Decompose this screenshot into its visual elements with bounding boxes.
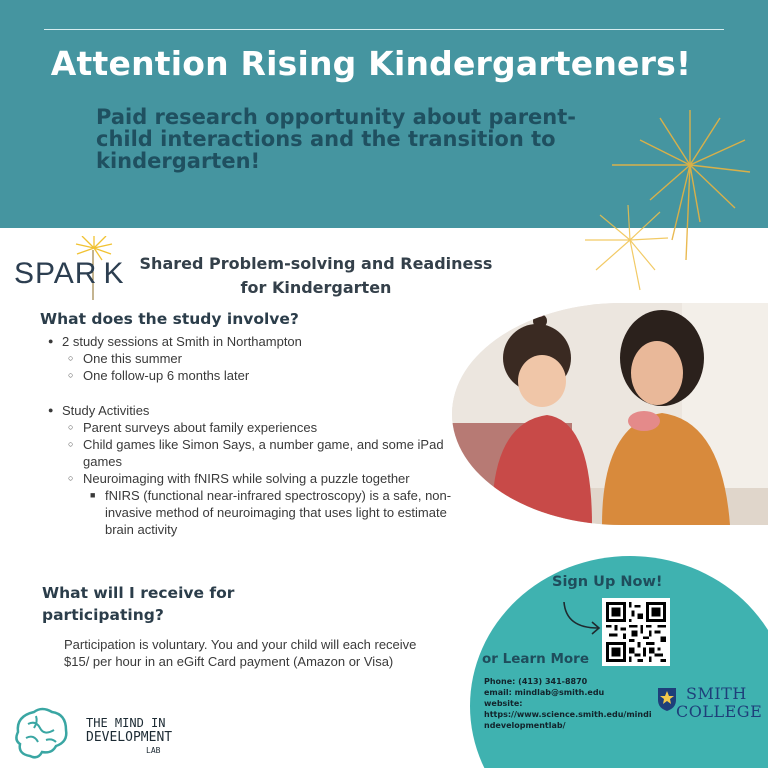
learn-more-label: or Learn More xyxy=(482,651,589,667)
arrow-icon xyxy=(560,598,604,638)
header-banner xyxy=(0,0,768,228)
college-wordmark: COLLEGE xyxy=(676,702,763,721)
header-divider xyxy=(44,29,724,30)
lab-wordmark xyxy=(86,716,172,756)
list-item: ■ fNIRS (functional near-infrared spectroscopy) is a safe, non-invasive method of neuroimaging that uses light to estimate brain activity xyxy=(90,488,452,537)
bullet-icon: ○ xyxy=(68,353,74,363)
activities-list xyxy=(44,402,464,538)
study-title-line: Shared Problem-solving and Readiness xyxy=(139,254,493,273)
list-item: ○ Neuroimaging with fNIRS while solving a puzzle together xyxy=(68,471,410,486)
study-involve-heading: What does the study involve? xyxy=(40,310,299,328)
list-item: ○ One this summer xyxy=(68,351,182,366)
photo-illustration xyxy=(452,303,768,525)
list-item: ○ Child games like Simon Says, a number game, and some iPad games xyxy=(68,437,444,469)
list-item: ● Study Activities xyxy=(48,403,150,418)
list-item: ● 2 study sessions at Smith in Northampton xyxy=(48,334,302,349)
bullet-icon: ● xyxy=(48,405,54,415)
subhead-line: child interactions and the transition to xyxy=(96,127,556,151)
subhead-line: Paid research opportunity about parent- xyxy=(96,105,577,129)
bullet-icon: ○ xyxy=(68,439,74,449)
qr-code-graphic xyxy=(606,602,666,662)
lab-line: DEVELOPMENT xyxy=(86,730,173,745)
email-link[interactable]: email: mindlab@smith.edu xyxy=(484,688,605,697)
compensation-heading-line: participating? xyxy=(42,606,164,624)
phone-number: Phone: (413) 341-8870 xyxy=(484,677,588,686)
list-item: ○ Parent surveys about family experiences xyxy=(68,420,318,435)
spark-wordmark: SPAR K xyxy=(14,257,125,290)
subheadline xyxy=(96,106,636,172)
bullet-icon: ○ xyxy=(68,370,74,380)
compensation-text: Participation is voluntary. You and your child will each receive $15/ per hour in an eGift Card payment (Amazon or Visa) xyxy=(64,637,417,669)
smith-college-logo xyxy=(656,684,766,724)
study-title-line: for Kindergarten xyxy=(240,278,392,297)
page-headline: Attention Rising Kindergarteners! xyxy=(50,44,692,83)
brain-icon xyxy=(8,702,72,766)
website-label: website: xyxy=(484,699,523,708)
study-title xyxy=(126,252,506,300)
bullet-icon: ● xyxy=(48,336,54,346)
compensation-heading-line: What will I receive for xyxy=(42,584,235,602)
smith-shield-icon xyxy=(656,686,678,712)
bullet-icon: ○ xyxy=(68,473,74,483)
compensation-heading xyxy=(42,582,302,626)
lab-line: THE MIND IN xyxy=(86,716,166,730)
spark-logo xyxy=(14,236,124,306)
bullet-icon: ○ xyxy=(68,422,74,432)
subhead-line: kindergarten! xyxy=(96,149,261,173)
lab-line: LAB xyxy=(146,746,161,755)
list-item: ○ One follow-up 6 months later xyxy=(68,368,250,383)
bullet-icon: ■ xyxy=(90,490,96,500)
website-link[interactable]: https://www.science.smith.edu/mindindevelopmentlab/ xyxy=(484,710,652,730)
smith-wordmark: SMITH xyxy=(686,684,747,703)
parent-child-photo xyxy=(452,303,768,525)
qr-code-icon[interactable] xyxy=(602,598,670,666)
sign-up-label[interactable]: Sign Up Now! xyxy=(552,574,663,590)
contact-info xyxy=(484,676,654,731)
sessions-list xyxy=(44,333,444,384)
